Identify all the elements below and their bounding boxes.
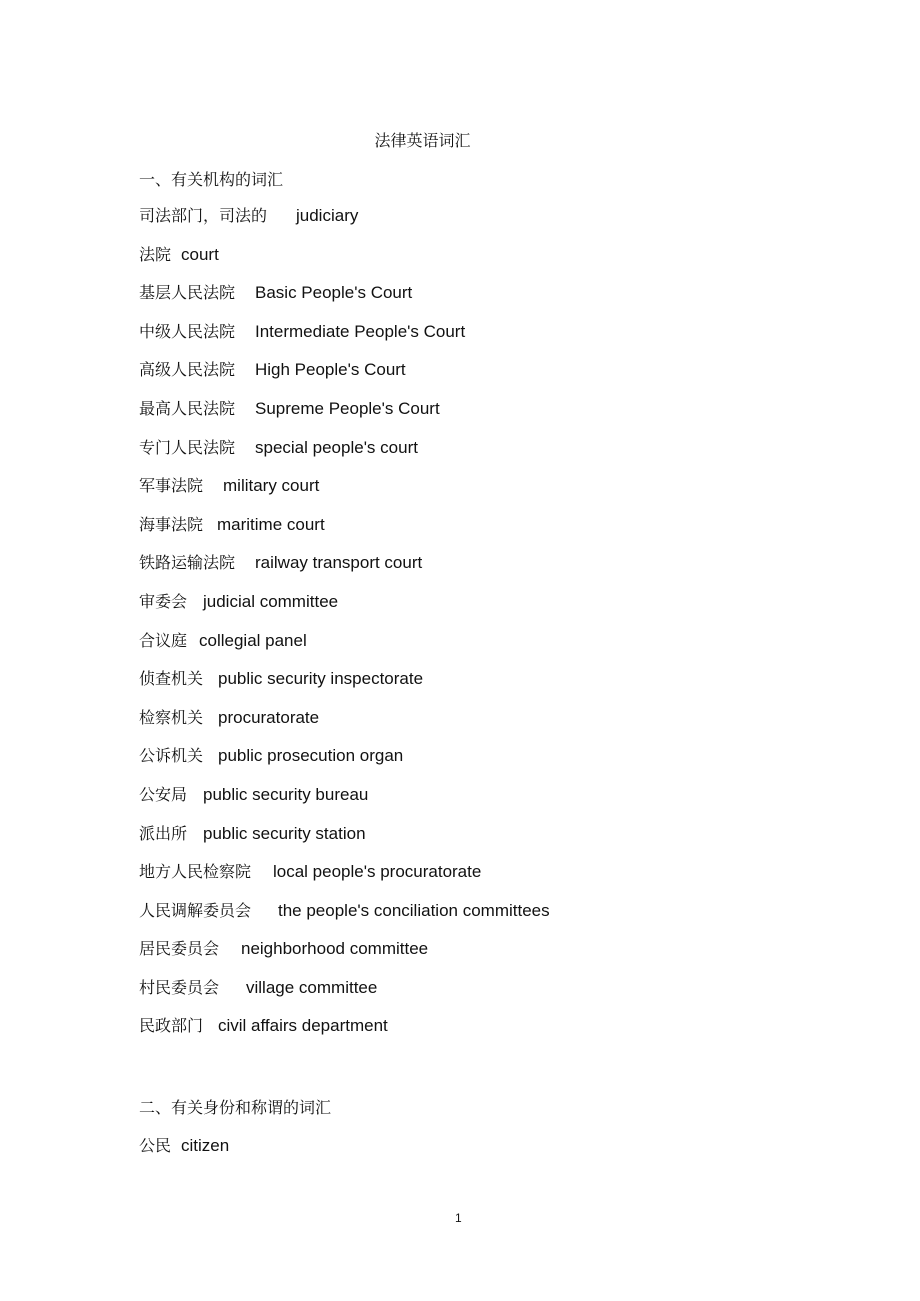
term-chinese: 居民委员会	[139, 939, 220, 959]
term-chinese: 最高人民法院	[139, 398, 236, 418]
term-chinese: 地方人民检察院	[139, 862, 252, 882]
term-row	[139, 1133, 229, 1156]
term-row	[139, 977, 550, 1016]
term-row	[139, 552, 550, 591]
term-row	[139, 591, 550, 630]
term-chinese: 人民调解委员会	[139, 900, 252, 920]
section-1-term-list	[139, 205, 550, 1054]
term-english: public security inspectorate	[218, 669, 424, 689]
term-chinese: 高级人民法院	[139, 360, 236, 380]
term-english: judicial committee	[203, 591, 339, 611]
term-english: collegial panel	[199, 630, 307, 650]
term-english: neighborhood committee	[241, 939, 429, 959]
term-english: local people's procuratorate	[273, 862, 482, 882]
term-row	[139, 244, 550, 283]
term-row	[139, 514, 550, 553]
term-english: High People's Court	[255, 360, 406, 380]
term-english: civil affairs department	[218, 1016, 388, 1036]
term-english: the people's conciliation committees	[278, 900, 550, 920]
term-chinese: 公民	[139, 1136, 172, 1155]
term-chinese: 法院	[139, 244, 172, 264]
term-chinese: 合议庭	[139, 630, 188, 650]
term-chinese: 侦查机关	[139, 669, 204, 689]
term-row	[139, 784, 550, 823]
term-english: special people's court	[255, 437, 418, 457]
term-row	[139, 938, 550, 977]
term-row	[139, 282, 550, 321]
term-english: Basic People's Court	[255, 283, 413, 303]
term-english: public prosecution organ	[218, 746, 404, 766]
section-2-heading: 二、有关身份和称谓的词汇	[139, 1098, 332, 1117]
term-row	[139, 205, 550, 244]
term-english: Intermediate People's Court	[255, 321, 466, 341]
term-row	[139, 437, 550, 476]
term-english: military court	[223, 476, 320, 496]
term-chinese: 公安局	[139, 784, 188, 804]
term-english: citizen	[181, 1136, 230, 1155]
term-chinese: 村民委员会	[139, 977, 220, 997]
page-number: 1	[455, 1211, 462, 1225]
term-row	[139, 321, 550, 360]
term-row	[139, 1015, 550, 1054]
term-chinese: 民政部门	[139, 1016, 204, 1036]
term-row	[139, 707, 550, 746]
term-english: court	[181, 244, 219, 264]
term-row	[139, 668, 550, 707]
term-chinese: 检察机关	[139, 707, 204, 727]
term-chinese: 军事法院	[139, 476, 204, 496]
term-row	[139, 398, 550, 437]
term-chinese: 派出所	[139, 823, 188, 843]
term-chinese: 公诉机关	[139, 746, 204, 766]
section-1-heading: 一、有关机构的词汇	[139, 170, 284, 189]
term-row	[139, 630, 550, 669]
term-row	[139, 900, 550, 939]
term-english: Supreme People's Court	[255, 398, 440, 418]
term-english: procuratorate	[218, 707, 320, 727]
term-english: public security station	[203, 823, 366, 843]
term-chinese: 基层人民法院	[139, 283, 236, 303]
term-chinese: 审委会	[139, 591, 188, 611]
term-row	[139, 861, 550, 900]
term-english: village committee	[246, 977, 378, 997]
term-english: railway transport court	[255, 553, 423, 573]
term-english: public security bureau	[203, 784, 369, 804]
term-row	[139, 745, 550, 784]
document-title: 法律英语词汇	[374, 131, 471, 150]
term-row	[139, 475, 550, 514]
term-chinese: 海事法院	[139, 514, 204, 534]
term-chinese: 司法部门，司法的	[139, 206, 268, 225]
term-row	[139, 359, 550, 398]
term-english: judiciary	[296, 206, 359, 225]
term-chinese: 中级人民法院	[139, 321, 236, 341]
term-english: maritime court	[217, 514, 325, 534]
term-chinese: 铁路运输法院	[139, 553, 236, 573]
term-row	[139, 823, 550, 862]
term-chinese: 专门人民法院	[139, 437, 236, 457]
